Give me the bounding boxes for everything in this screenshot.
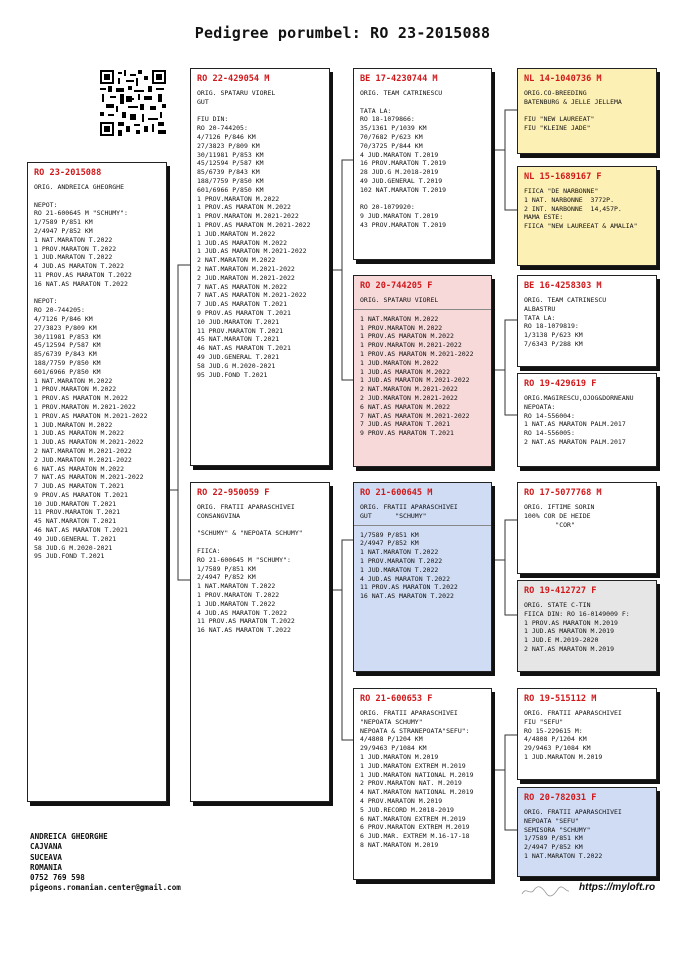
pedigree-card-main <box>27 162 167 802</box>
ring-number: RO 21-600645 M <box>360 488 433 498</box>
pedigree-card-dds <box>517 688 657 780</box>
card-details: ORIG. FRATII APARASCHIVEI CONSANGVINA "SCHUMY" & "NEPOATA SCHUMY" FIICA: RO 21-600645 M "SCHUMY": 1/7589 P/851 KM 2/4947 P/852 KM 1 NAT.MARATON T.2022 1 PROV.MARATON T.2022 1 JUD.MARATON T.2022 4 JUD.AS MARATON T.2022 11 PROV.AS MARATON T.2022 16 NAT.AS MARATON T.2022 <box>197 503 303 635</box>
ring-number: RO 22-429054 M <box>197 74 270 84</box>
pedigree-card-ssd <box>517 166 657 266</box>
card-origin: ORIG. FRATII APARASCHIVEI GUT "SCHUMY" <box>360 503 458 520</box>
breeder-phone[interactable]: 0752 769 598 <box>30 873 85 883</box>
pedigree-card-dam-sire <box>353 482 492 672</box>
card-details: ORIG.CO-BREEDING BATENBURG & JELLE JELLEMA FIU "NEW LAUREEAT" FIU "KLEINE JADE" <box>524 89 622 133</box>
ring-number: BE 16-4258303 M <box>524 281 602 291</box>
card-details: ORIG. FRATII APARASCHIVEI FIU "SEFU" RO 15-229615 M: 4/4808 P/1204 KM 29/9463 P/1084 KM 1 JUD.MARATON M.2019 <box>524 709 622 761</box>
card-details: ORIG. TEAM CATRINESCU ALBASTRU TATA LA: RO 18-1079819: 1/3138 P/623 KM 7/6343 P/288 KM <box>524 296 607 348</box>
card-divider <box>354 309 491 310</box>
breeder-country: ROMANIA <box>30 862 63 872</box>
pedigree-card-sss <box>517 68 657 154</box>
breeder-locality: CAJVANA <box>30 842 63 852</box>
pedigree-card-sire-sire <box>353 68 492 260</box>
ring-number: NL 14-1040736 M <box>524 74 602 84</box>
ring-number: RO 22-950059 F <box>197 488 270 498</box>
pedigree-card-sdd <box>517 373 657 467</box>
ring-number: NL 15-1689167 F <box>524 172 602 182</box>
pedigree-card-dss <box>517 482 657 574</box>
breeder-name: ANDREICA GHEORGHE <box>30 832 108 841</box>
ring-number: RO 23-2015088 <box>34 168 102 178</box>
card-details: ORIG. TEAM CATRINESCU TATA LA: RO 18-1079866: 35/1361 P/1039 KM 70/7682 P/623 KM 70/3725 P/844 KM 4 JUD.MARATON T.2019 16 PROV.MARATON T.2019 28 JUD.G M.2018-2019 49 JUD.GENERAL T.2019 102 NAT.MARATON T.2019 RO 20-1079920: 9 JUD.MARATON T.2019 43 PROV.MARATON T.2019 <box>360 89 447 229</box>
card-details: ORIG. STATE C-TIN FIICA DIN: RO 16-0149009 F: 1 PROV.AS MARATON M.2019 1 JUD.AS MARATON M.2019 1 JUD.E M.2019-2020 2 NAT.AS MARATON M.2019 <box>524 601 630 653</box>
ring-number: RO 17-5077768 M <box>524 488 602 498</box>
ring-number: RO 19-515112 M <box>524 694 597 704</box>
pedigree-card-dsd <box>517 580 657 672</box>
ring-number: BE 17-4230744 M <box>360 74 438 84</box>
card-details: ORIG. FRATII APARASCHIVEI "NEPOATA SCHUMY" NEPOATA & STRANEPOATA"SEFU": 4/4808 P/1204 KM 29/9463 P/1084 KM 1 JUD.MARATON M.2019 1 JUD.MARATON EXTREM M.2019 1 JUD.MARATON NATIONAL M.2019 2 PROV.MARATON NAT. M.2019 4 NAT.MARATON NATIONAL M.2019 4 PROV.MARATON M.2019 5 JUD.RECORD M.2018-2019 6 NAT.MARATON EXTREM M.2019 6 PROV.MARATON EXTREM M.2019 6 JUD.MAR. EXTREM M.16-17-18 8 NAT.MARATON M.2019 <box>360 709 474 849</box>
pedigree-card-ddd <box>517 787 657 877</box>
pedigree-card-dam <box>190 482 330 802</box>
ring-number: RO 21-600653 F <box>360 694 433 704</box>
ring-number: RO 20-782031 F <box>524 793 597 803</box>
breeder-email[interactable]: pigeons.romanian.center@gmail.com <box>30 883 181 893</box>
ring-number: RO 19-412727 F <box>524 586 597 596</box>
pedigree-card-sire-dam <box>353 275 492 467</box>
card-details: 1 NAT.MARATON M.2022 1 PROV.MARATON M.2022 1 PROV.AS MARATON M.2022 1 PROV.MARATON M.2021-2022 1 PROV.AS MARATON M.2021-2022 1 JUD.MARATON M.2022 1 JUD.AS MARATON M.2022 1 JUD.AS MARATON M.2021-2022 2 NAT.MARATON M.2021-2022 2 JUD.MARATON M.2021-2022 6 NAT.AS MARATON M.2022 7 NAT.AS MARATON M.2021-2022 7 JUD.AS MARATON T.2021 9 PROV.AS MARATON T.2021 <box>360 314 474 438</box>
website-link[interactable]: https://myloft.ro <box>579 882 656 893</box>
page-title: Pedigree porumbel: RO 23-2015088 <box>194 24 491 42</box>
ring-number: RO 20-744205 F <box>360 281 433 291</box>
pedigree-card-dam-dam <box>353 688 492 880</box>
card-details: FIICA "DE NARBONNE" 1 NAT. NARBONNE 3772P. 2 INT. NARBONNE 14,457P. MAMA ESTE: FIICA "NEW LAUREEAT & AMALIA" <box>524 187 638 231</box>
breeder-contact <box>30 832 181 894</box>
card-divider <box>354 525 491 526</box>
card-details: ORIG. ANDREICA GHEORGHE NEPOT: RO 21-600645 M "SCHUMY": 1/7589 P/851 KM 2/4947 P/852 KM 1 NAT.MARATON T.2022 1 PROV.MARATON T.2022 1 JUD.MARATON T.2022 4 JUD.AS MARATON T.2022 11 PROV.AS MARATON T.2022 16 NAT.AS MARATON T.2022 NEPOT: RO 20-744205: 4/7126 P/846 KM 27/3823 P/809 KM 30/11981 P/853 KM 45/12594 P/587 KM 85/6739 P/843 KM 188/7759 P/850 KM 601/6966 P/850 KM 1 NAT.MARATON M.2022 1 PROV.MARATON M.2022 1 PROV.AS MARATON M.2022 1 PROV.MARATON M.2021-2022 1 PROV.AS MARATON M.2021-2022 1 JUD.MARATON M.2022 1 JUD.AS MARATON M.2022 1 JUD.AS MARATON M.2021-2022 2 NAT.MARATON M.2021-2022 2 JUD.MARATON M.2021-2022 6 NAT.AS MARATON M.2022 7 NAT.AS MARATON M.2021-2022 7 JUD.AS MARATON T.2021 9 PROV.AS MARATON T.2021 10 JUD.MARATON T.2021 11 PROV.MARATON T.2021 45 NAT.MARATON T.2021 46 NAT.AS MARATON T.2021 49 JUD.GENERAL T.2021 58 JUD.G M.2020-2021 95 JUD.FOND T.2021 <box>34 183 148 561</box>
ring-number: RO 19-429619 F <box>524 379 597 389</box>
card-details: ORIG. SPATARU VIOREL GUT FIU DIN: RO 20-744205: 4/7126 P/846 KM 27/3823 P/809 KM 30/11981 P/853 KM 45/12594 P/587 KM 85/6739 P/843 KM 188/7759 P/850 KM 601/6966 P/850 KM 1 PROV.MARATON M.2022 1 PROV.AS MARATON M.2022 1 PROV.MARATON M.2021-2022 1 PROV.AS MARATON M.2021-2022 1 JUD.MARATON M.2022 1 JUD.AS MARATON M.2022 1 JUD.AS MARATON M.2021-2022 2 NAT.MARATON M.2022 2 NAT.MARATON M.2021-2022 2 JUD.MARATON M.2021-2022 7 NAT.AS MARATON M.2022 7 NAT.AS MARATON M.2021-2022 7 JUD.AS MARATON T.2021 9 PROV.AS MARATON T.2021 10 JUD.MARATON T.2021 11 PROV.MARATON T.2021 45 NAT.MARATON T.2021 46 NAT.AS MARATON T.2021 49 JUD.GENERAL T.2021 58 JUD.G M.2020-2021 95 JUD.FOND T.2021 <box>197 89 311 379</box>
pedigree-card-sire <box>190 68 330 466</box>
card-details: ORIG.MAGIRESCU,OJOG&DORNEANU NEPOATA: RO 14-556004: 1 NAT.AS MARATON PALM.2017 RO 14-556005: 2 NAT.AS MARATON PALM.2017 <box>524 394 634 446</box>
breeder-county: SUCEAVA <box>30 852 63 862</box>
card-origin: ORIG. SPATARU VIOREL <box>360 296 439 304</box>
card-details: ORIG. FRATII APARASCHIVEI NEPOATA "SEFU" SEMISORA "SCHUMY" 1/7589 P/851 KM 2/4947 P/852 KM 1 NAT.MARATON T.2022 <box>524 808 622 860</box>
signature-image <box>520 884 570 898</box>
card-details: ORIG. IFTIME SORIN 100% COR DE HEIDE "COR" <box>524 503 595 529</box>
pedigree-card-sds <box>517 275 657 367</box>
card-details: 1/7589 P/851 KM 2/4947 P/852 KM 1 NAT.MARATON T.2022 1 PROV.MARATON T.2022 1 JUD.MARATON T.2022 4 JUD.AS MARATON T.2022 11 PROV.AS MARATON T.2022 16 NAT.AS MARATON T.2022 <box>360 530 458 601</box>
